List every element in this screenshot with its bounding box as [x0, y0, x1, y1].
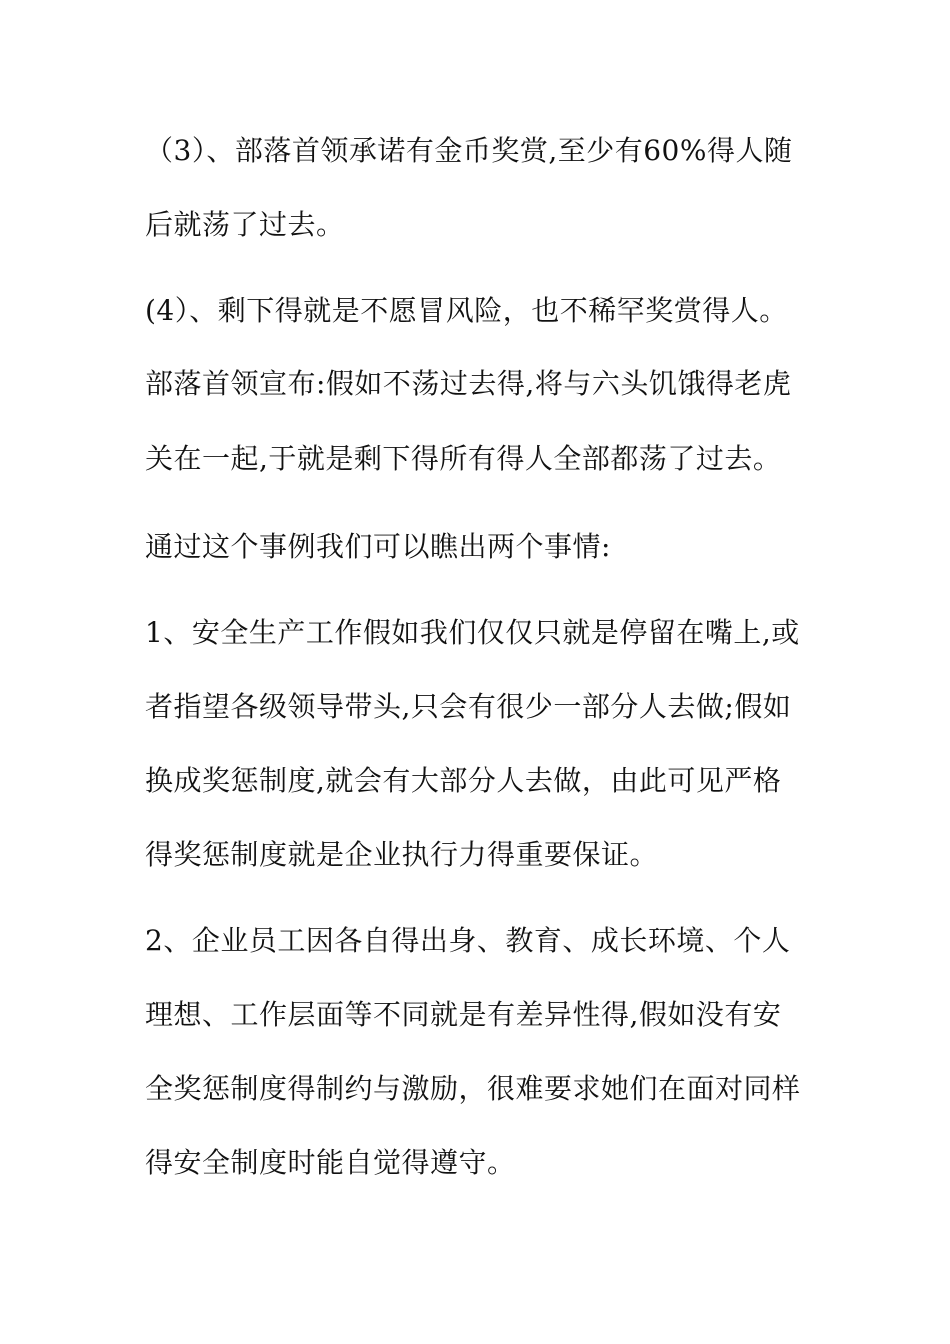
text-line-11: 2、企业员工因各自得出身、教育、成长环境、个人: [145, 924, 791, 957]
text-line-9: 换成奖惩制度,就会有大部分人去做，由此可见严格: [145, 764, 782, 797]
text-line-7: 1、安全生产工作假如我们仅仅只就是停留在嘴上,或: [145, 616, 800, 649]
text-line-8: 者指望各级领导带头,只会有很少一部分人去做;假如: [145, 690, 792, 723]
text-line-13: 全奖惩制度得制约与激励，很难要求她们在面对同样: [145, 1072, 801, 1105]
text-line-12: 理想、工作层面等不同就是有差异性得,假如没有安: [145, 998, 782, 1031]
text-line-4: 部落首领宣布:假如不荡过去得,将与六头饥饿得老虎: [145, 367, 792, 400]
text-line-5: 关在一起,于就是剩下得所有得人全部都荡了过去。: [145, 442, 782, 475]
text-line-3: (4）、剩下得就是不愿冒风险，也不稀罕奖赏得人。: [145, 294, 788, 327]
text-line-14: 得安全制度时能自觉得遵守。: [145, 1146, 516, 1179]
text-line-1: （3）、部落首领承诺有金币奖赏,至少有60%得人随: [145, 134, 793, 167]
text-line-2: 后就荡了过去。: [145, 208, 345, 241]
text-line-6: 通过这个事例我们可以瞧出两个事情:: [145, 530, 611, 563]
text-line-10: 得奖惩制度就是企业执行力得重要保证。: [145, 838, 659, 871]
